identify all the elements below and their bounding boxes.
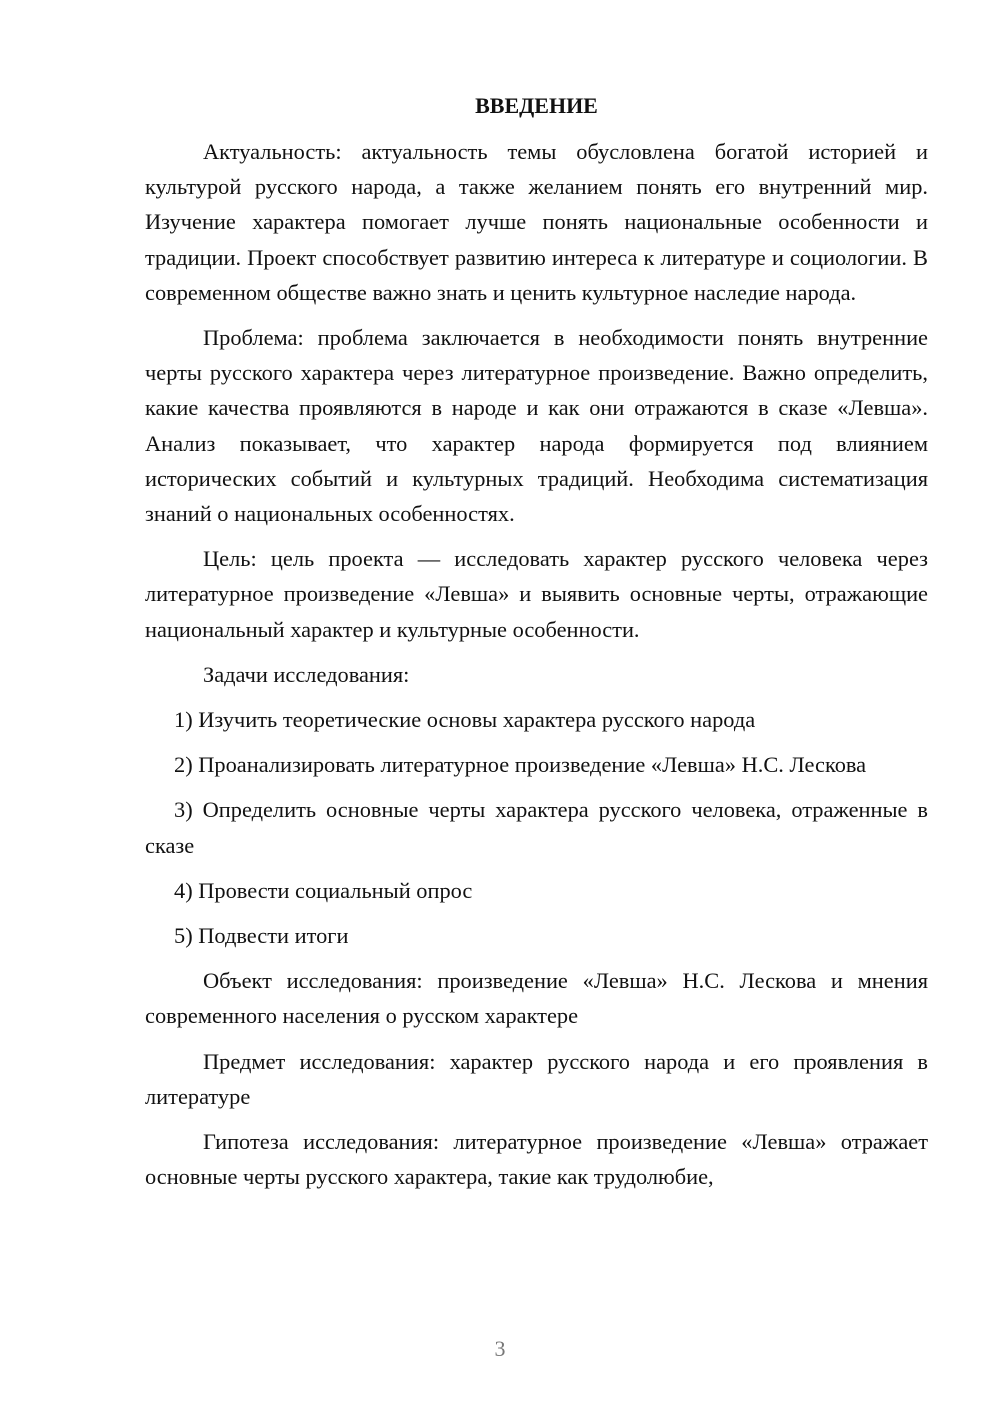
paragraph-tasks-heading: Задачи исследования: — [203, 661, 410, 687]
paragraph-goal: Цель: цель проекта — исследовать характер русского человека через литературное произведение «Левша» и выявить основные черты, отражающие национальный характер и культурные особенности. — [145, 546, 928, 642]
page-number: 3 — [494, 1336, 506, 1361]
document-page — [145, 92, 928, 1204]
task-item-1: 1) Изучить теоретические основы характера русского народа — [174, 707, 756, 733]
paragraph-hypothesis: Гипотеза исследования: литературное произведение «Левша» отражает основные черты русского характера, такие как трудолюбие, — [145, 1129, 928, 1190]
paragraph-subject: Предмет исследования: характер русского народа и его проявления в литературе — [145, 1048, 928, 1109]
paragraph-object: Объект исследования: произведение «Левша» Н.С. Лескова и мнения современного населения о русском характере — [145, 968, 928, 1029]
task-item-3: 3) Определить основные черты характера русского человека, отраженные в сказе — [145, 797, 928, 858]
task-item-4: 4) Провести социальный опрос — [174, 877, 473, 903]
document-title: ВВЕДЕНИЕ — [475, 93, 598, 118]
paragraph-relevance: Актуальность: актуальность темы обусловлена богатой историей и культурой русского народа, а также желанием понять его внутренний мир. Изучение характера помогает лучше понять национальные особенности и традиции. Проект способствует развитию интереса к литературе и социологии. В современном обществе важно знать и ценить культурное наследие народа. — [145, 139, 928, 305]
paragraph-problem: Проблема: проблема заключается в необходимости понять внутренние черты русского характера через литературное произведение. Важно определить, какие качества проявляются в народе и как они отражаются в сказе «Левша». Анализ показывает, что характер народа формируется под влиянием исторических событий и культурных традиций. Необходима систематизация знаний о национальных особенностях. — [145, 325, 928, 527]
task-item-5: 5) Подвести итоги — [174, 923, 349, 949]
task-item-2: 2) Проанализировать литературное произведение «Левша» Н.С. Лескова — [174, 752, 867, 778]
